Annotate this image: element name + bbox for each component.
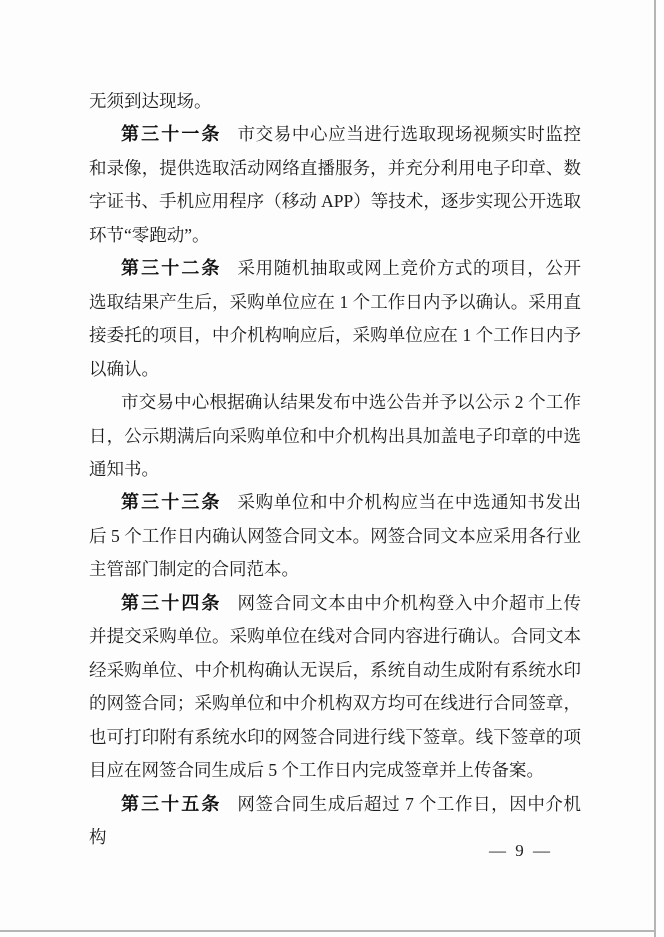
paragraph bbox=[89, 85, 581, 118]
article-number-label: 第三十五条 bbox=[121, 793, 222, 814]
paragraph bbox=[89, 386, 581, 486]
paragraph bbox=[89, 587, 581, 788]
paragraph-text: 无须到达现场。 bbox=[89, 91, 212, 111]
scan-edge-bottom-line bbox=[0, 930, 656, 932]
paragraph-text: 市交易中心根据确认结果发布中选公告并予以公示 2 个工作日，公示期满后向采购单位和中介机构出具加盖电子印章的中选通知书。 bbox=[89, 392, 581, 479]
paragraph-text: 网签合同文本由中介机构登入中介超市上传并提交采购单位。采购单位在线对合同内容进行确认。合同文本经采购单位、中介机构确认无误后，系统自动生成附有系统水印的网签合同；采购单位和中介机构双方均可在线进行合同签章，也可打印附有系统水印的网签合同进行线下签章。线下签章的项目应在网签合同生成后 5 个工作日内完成签章并上传备案。 bbox=[89, 592, 582, 781]
paragraph bbox=[89, 486, 581, 586]
article-number-label: 第三十二条 bbox=[121, 258, 222, 279]
article-number-label: 第三十三条 bbox=[121, 492, 222, 513]
paragraph-text: 采购单位和中介机构应当在中选通知书发出后 5 个工作日内确认网签合同文本。网签合同文本应采用各行业主管部门制定的合同范本。 bbox=[89, 492, 582, 580]
paragraph bbox=[89, 252, 581, 386]
article-number-label: 第三十四条 bbox=[121, 592, 222, 613]
paragraph-text: 网签合同生成后超过 7 个工作日，因中介机构 bbox=[89, 793, 582, 847]
article-number-label: 第三十一条 bbox=[121, 124, 222, 145]
paragraph-text: 市交易中心应当进行选取现场视频实时监控和录像，提供选取活动网络直播服务，并充分利用电子印章、数字证书、手机应用程序（移动 APP）等技术，逐步实现公开选取环节“零跑动”。 bbox=[89, 124, 582, 245]
paragraph bbox=[89, 118, 581, 252]
paragraph-text: 采用随机抽取或网上竞价方式的项目，公开选取结果产生后，采购单位应在 1 个工作日内予以确认。采用直接委托的项目，中介机构响应后，采购单位应在 1 个工作日内予以确认。 bbox=[89, 258, 582, 379]
document-text-block bbox=[89, 85, 581, 854]
scan-edge-right-line bbox=[654, 0, 656, 937]
page-number: — 9 — bbox=[489, 841, 553, 860]
